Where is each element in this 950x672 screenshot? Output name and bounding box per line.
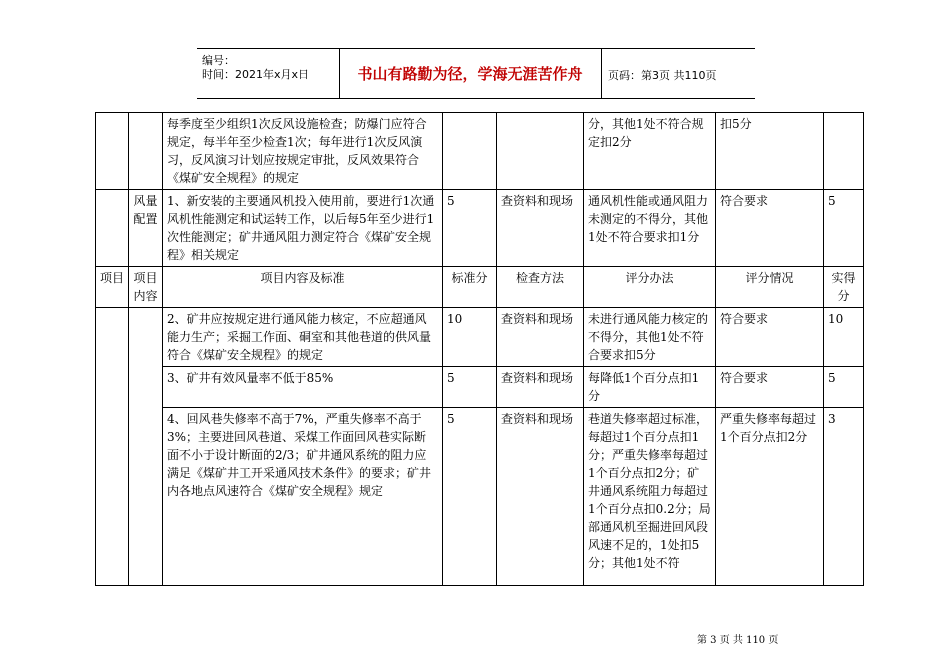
header-std: 标准分 <box>443 267 497 308</box>
content-cell: 2、矿井应按规定进行通风能力核定，不应超通风能力生产；采掘工作面、硐室和其他巷道的供风量符合《煤矿安全规程》的规定 <box>163 308 443 367</box>
item-cell <box>129 308 163 586</box>
project-cell <box>96 308 129 586</box>
table-row <box>96 367 864 408</box>
header-project: 项目 <box>96 267 129 308</box>
scoring-cell: 巷道失修率超过标准，每超过1个百分点扣1分；严重失修率每超过1个百分点扣2分；矿井通风系统阻力每超过1个百分点扣0.2分；局部通风机至掘进回风段风速不足的，1处扣5分；其他1处不符 <box>584 408 716 586</box>
std-cell <box>443 113 497 190</box>
header-left-cell <box>197 49 340 98</box>
header-item: 项目内容 <box>129 267 163 308</box>
std-cell: 5 <box>443 190 497 267</box>
scoring-cell: 分，其他1处不符合规定扣2分 <box>584 113 716 190</box>
header-check: 检查方法 <box>497 267 584 308</box>
inspection-table <box>95 112 864 586</box>
content-cell: 1、新安装的主要通风机投入使用前，要进行1次通风机性能测定和试运转工作，以后每5年至少进行1次性能测定；矿井通风阻力测定符合《煤矿安全规程》相关规定 <box>163 190 443 267</box>
table-row <box>96 408 864 586</box>
score-cell: 3 <box>824 408 864 586</box>
score-cell: 10 <box>824 308 864 367</box>
check-cell: 查资料和现场 <box>497 408 584 586</box>
motto: 书山有路勤为径，学海无涯苦作舟 <box>339 49 602 98</box>
check-cell: 查资料和现场 <box>497 308 584 367</box>
header-content: 项目内容及标准 <box>163 267 443 308</box>
item-cell <box>129 113 163 190</box>
table-row <box>96 190 864 267</box>
check-cell: 查资料和现场 <box>497 190 584 267</box>
scoring-cell: 每降低1个百分点扣1分 <box>584 367 716 408</box>
score-cell <box>824 113 864 190</box>
check-cell: 查资料和现场 <box>497 367 584 408</box>
header-scoring: 评分办法 <box>584 267 716 308</box>
item-cell: 风量配置 <box>129 190 163 267</box>
date-line: 时间：2021年x月x日 <box>202 68 310 81</box>
table-row <box>96 308 864 367</box>
status-cell: 严重失修率每超过1个百分点扣2分 <box>716 408 824 586</box>
status-cell: 符合要求 <box>716 190 824 267</box>
content-cell: 3、矿井有效风量率不低于85% <box>163 367 443 408</box>
std-cell: 5 <box>443 408 497 586</box>
project-cell <box>96 190 129 267</box>
number-label: 编号： <box>202 54 235 67</box>
check-cell <box>497 113 584 190</box>
std-cell: 5 <box>443 367 497 408</box>
table-row <box>96 113 864 190</box>
std-cell: 10 <box>443 308 497 367</box>
content-cell: 每季度至少组织1次反风设施检查；防爆门应符合规定，每半年至少检查1次；每年进行1次反风演习，反风演习计划应按规定审批，反风效果符合《煤矿安全规程》的规定 <box>163 113 443 190</box>
header-status: 评分情况 <box>716 267 824 308</box>
status-cell: 符合要求 <box>716 308 824 367</box>
table-header-row <box>96 267 864 308</box>
page-footer: 第 3 页 共 110 页 <box>697 635 779 646</box>
score-cell: 5 <box>824 367 864 408</box>
page-header <box>197 48 755 99</box>
project-cell <box>96 113 129 190</box>
header-actual: 实得分 <box>824 267 864 308</box>
content-cell: 4、回风巷失修率不高于7%，严重失修率不高于3%；主要进回风巷道、采煤工作面回风巷实际断面不小于设计断面的2/3；矿井通风系统的阻力应满足《煤矿井工开采通风技术条件》的要求；矿井内各地点风速符合《煤矿安全规程》规定 <box>163 408 443 586</box>
status-cell: 符合要求 <box>716 367 824 408</box>
status-cell: 扣5分 <box>716 113 824 190</box>
scoring-cell: 通风机性能或通风阻力未测定的不得分，其他1处不符合要求扣1分 <box>584 190 716 267</box>
scoring-cell: 未进行通风能力核定的不得分，其他1处不符合要求扣5分 <box>584 308 716 367</box>
score-cell: 5 <box>824 190 864 267</box>
page-code: 页码：第3页 共110页 <box>608 69 717 82</box>
